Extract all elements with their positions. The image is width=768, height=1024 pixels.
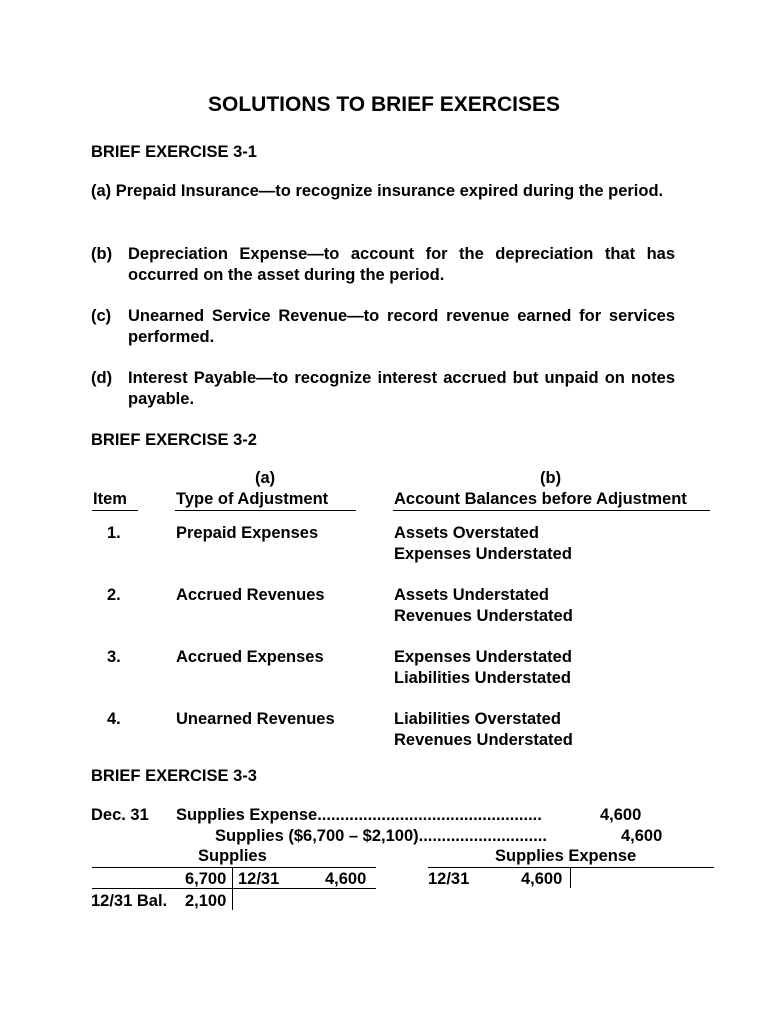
section-heading-3-2: BRIEF EXERCISE 3-2 xyxy=(91,431,257,449)
section-heading-3-3: BRIEF EXERCISE 3-3 xyxy=(91,767,257,785)
row-2-balance-1: Assets Understated xyxy=(394,586,549,604)
journal-debit-amount: 4,600 xyxy=(600,806,642,824)
journal-credit-account: Supplies ($6,700 – $2,100)............................ xyxy=(215,827,547,845)
supplies-balance-label: 12/31 Bal. xyxy=(91,892,168,910)
row-1-type: Prepaid Expenses xyxy=(176,524,319,542)
t-account-supplies-title: Supplies xyxy=(198,847,267,865)
t-account-supplies-top-line xyxy=(92,867,376,868)
column-b-label: (b) xyxy=(540,469,562,487)
row-1-balance-1: Assets Overstated xyxy=(394,524,539,542)
row-2-balance-2: Revenues Understated xyxy=(394,607,573,625)
t-account-supplies-balance-line xyxy=(92,888,376,889)
page-title: SOLUTIONS TO BRIEF EXERCISES xyxy=(208,93,560,116)
header-type-underline xyxy=(175,510,356,511)
item-c-label: (c) xyxy=(91,307,112,325)
column-a-label: (a) xyxy=(255,469,276,487)
supplies-credit-date: 12/31 xyxy=(238,870,280,888)
item-a-text: (a) Prepaid Insurance—to recognize insurance expired during the period. xyxy=(91,182,664,200)
header-balances-underline xyxy=(393,510,710,511)
item-b-label: (b) xyxy=(91,245,113,263)
row-3-item: 3. xyxy=(107,648,121,666)
section-heading-3-1: BRIEF EXERCISE 3-1 xyxy=(91,143,257,161)
row-4-balance-1: Liabilities Overstated xyxy=(394,710,561,728)
row-1-item: 1. xyxy=(107,524,121,542)
journal-debit-account: Supplies Expense................................................. xyxy=(176,806,542,824)
item-d-text: Interest Payable—to recognize interest accrued but unpaid on notes payable. xyxy=(128,369,675,408)
supplies-expense-debit-date: 12/31 xyxy=(428,870,470,888)
item-b-text: Depreciation Expense—to account for the depreciation that has occurred on the asset during the period. xyxy=(128,245,675,284)
t-account-supplies-expense-divider xyxy=(570,867,571,888)
row-2-type: Accrued Revenues xyxy=(176,586,325,604)
t-account-supplies-expense-top-line xyxy=(428,867,714,868)
supplies-expense-debit-amount: 4,600 xyxy=(521,870,563,888)
t-account-supplies-expense-title: Supplies Expense xyxy=(495,847,637,865)
item-c-text: Unearned Service Revenue—to record revenue earned for services performed. xyxy=(128,307,675,346)
row-3-balance-2: Liabilities Understated xyxy=(394,669,571,687)
supplies-balance-amount: 2,100 xyxy=(185,892,227,910)
journal-credit-amount: 4,600 xyxy=(621,827,663,845)
row-3-balance-1: Expenses Understated xyxy=(394,648,572,666)
item-d-label: (d) xyxy=(91,369,113,387)
row-4-item: 4. xyxy=(107,710,121,728)
row-4-balance-2: Revenues Understated xyxy=(394,731,573,749)
header-type-of-adjustment: Type of Adjustment xyxy=(176,490,329,508)
row-4-type: Unearned Revenues xyxy=(176,710,335,728)
row-2-item: 2. xyxy=(107,586,121,604)
row-3-type: Accrued Expenses xyxy=(176,648,324,666)
supplies-debit-amount: 6,700 xyxy=(185,870,227,888)
header-account-balances: Account Balances before Adjustment xyxy=(394,490,687,508)
header-item-underline xyxy=(92,510,138,511)
journal-date: Dec. 31 xyxy=(91,806,149,824)
supplies-credit-amount: 4,600 xyxy=(325,870,367,888)
header-item: Item xyxy=(93,490,127,508)
row-1-balance-2: Expenses Understated xyxy=(394,545,572,563)
